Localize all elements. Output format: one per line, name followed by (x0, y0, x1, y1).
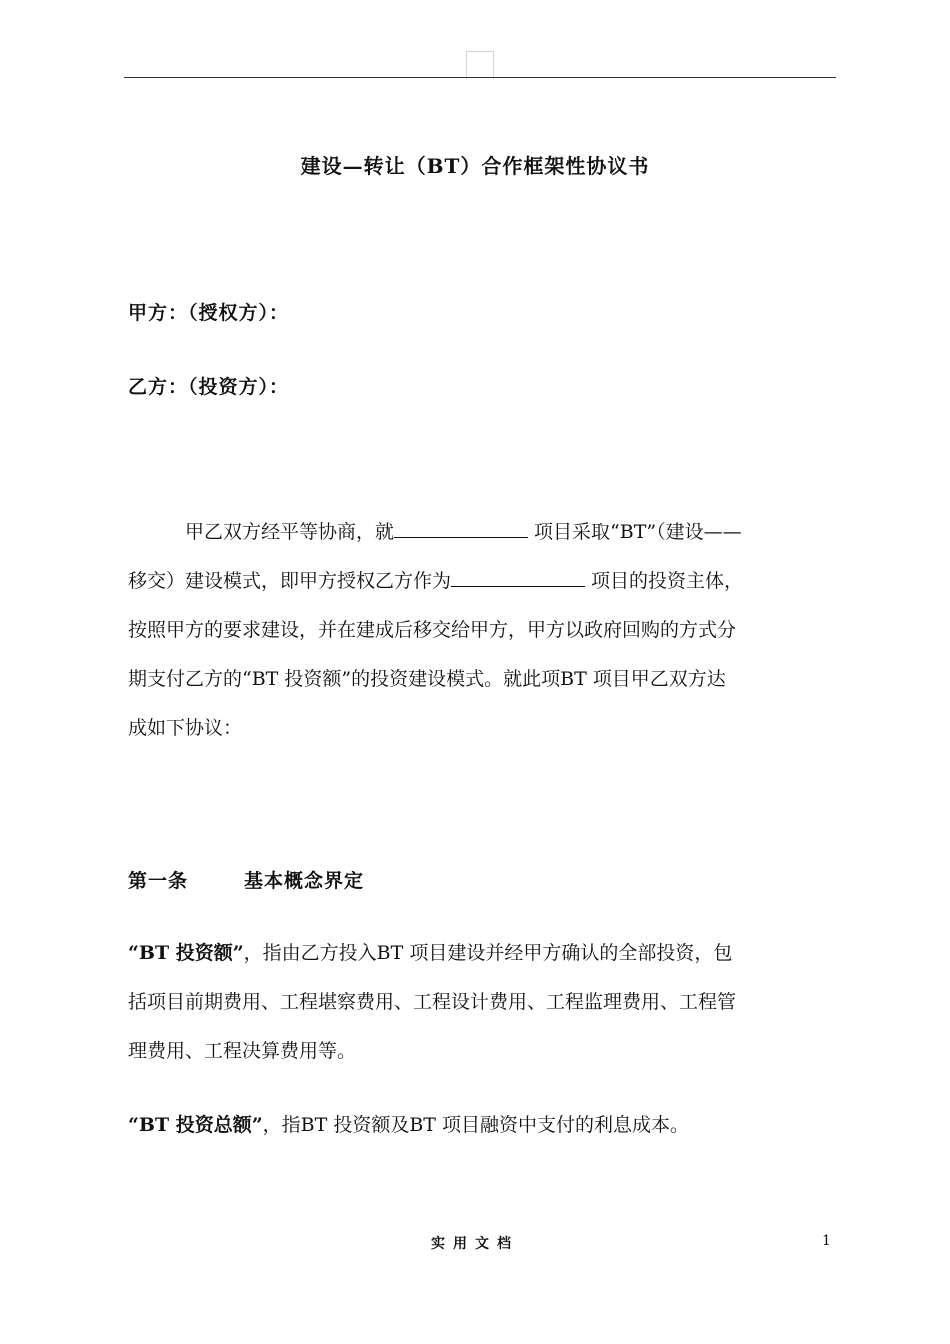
article-1-heading (128, 866, 364, 893)
term-bt-investment: “BT 投资额” (128, 942, 244, 964)
article-1-number: 第一条 (128, 870, 189, 892)
term-bt-total-investment: “BT 投资总额” (128, 1114, 263, 1136)
header-rule (124, 77, 836, 78)
intro-line-1: 甲乙双方经平等协商，就 项目采取“BT”（建设—— (128, 508, 844, 557)
intro-line-4: 期支付乙方的“BT 投资额”的投资建设模式。就此项BT 项目甲乙双方达 (128, 668, 726, 690)
project-name-blank (394, 515, 528, 538)
header-marker (466, 51, 494, 78)
definition-1-line-3: 理费用、工程决算费用等。 (128, 1040, 357, 1062)
footer-label: 实用文档 (431, 1236, 519, 1252)
definition-bt-investment (128, 929, 844, 1076)
definition-1-line-2: 括项目前期费用、工程堪察费用、工程设计费用、工程监理费用、工程管 (128, 991, 737, 1013)
intro-line-2: 移交）建设模式，即甲方授权乙方作为 项目的投资主体， (128, 557, 844, 606)
document-title: 建设—转让（BT）合作框架性协议书 (300, 154, 650, 178)
intro-line-3: 按照甲方的要求建设，并在建成后移交给甲方，甲方以政府回购的方式分 (128, 619, 737, 641)
article-1-title: 基本概念界定 (244, 870, 365, 892)
party-b-label: 乙方：（投资方）： (128, 376, 290, 398)
definition-1-line-1: “BT 投资额”，指由乙方投入BT 项目建设并经甲方确认的全部投资，包 (128, 942, 733, 964)
party-a-label: 甲方：（授权方）： (128, 302, 290, 324)
definition-2-line-1: “BT 投资总额”，指BT 投资额及BT 项目融资中支付的利息成本。 (128, 1114, 690, 1136)
intro-paragraph (128, 508, 844, 753)
page-number: 1 (822, 1233, 831, 1249)
investor-role-blank (451, 564, 585, 587)
intro-line-5: 成如下协议： (128, 717, 243, 739)
definition-bt-total-investment (128, 1101, 844, 1150)
